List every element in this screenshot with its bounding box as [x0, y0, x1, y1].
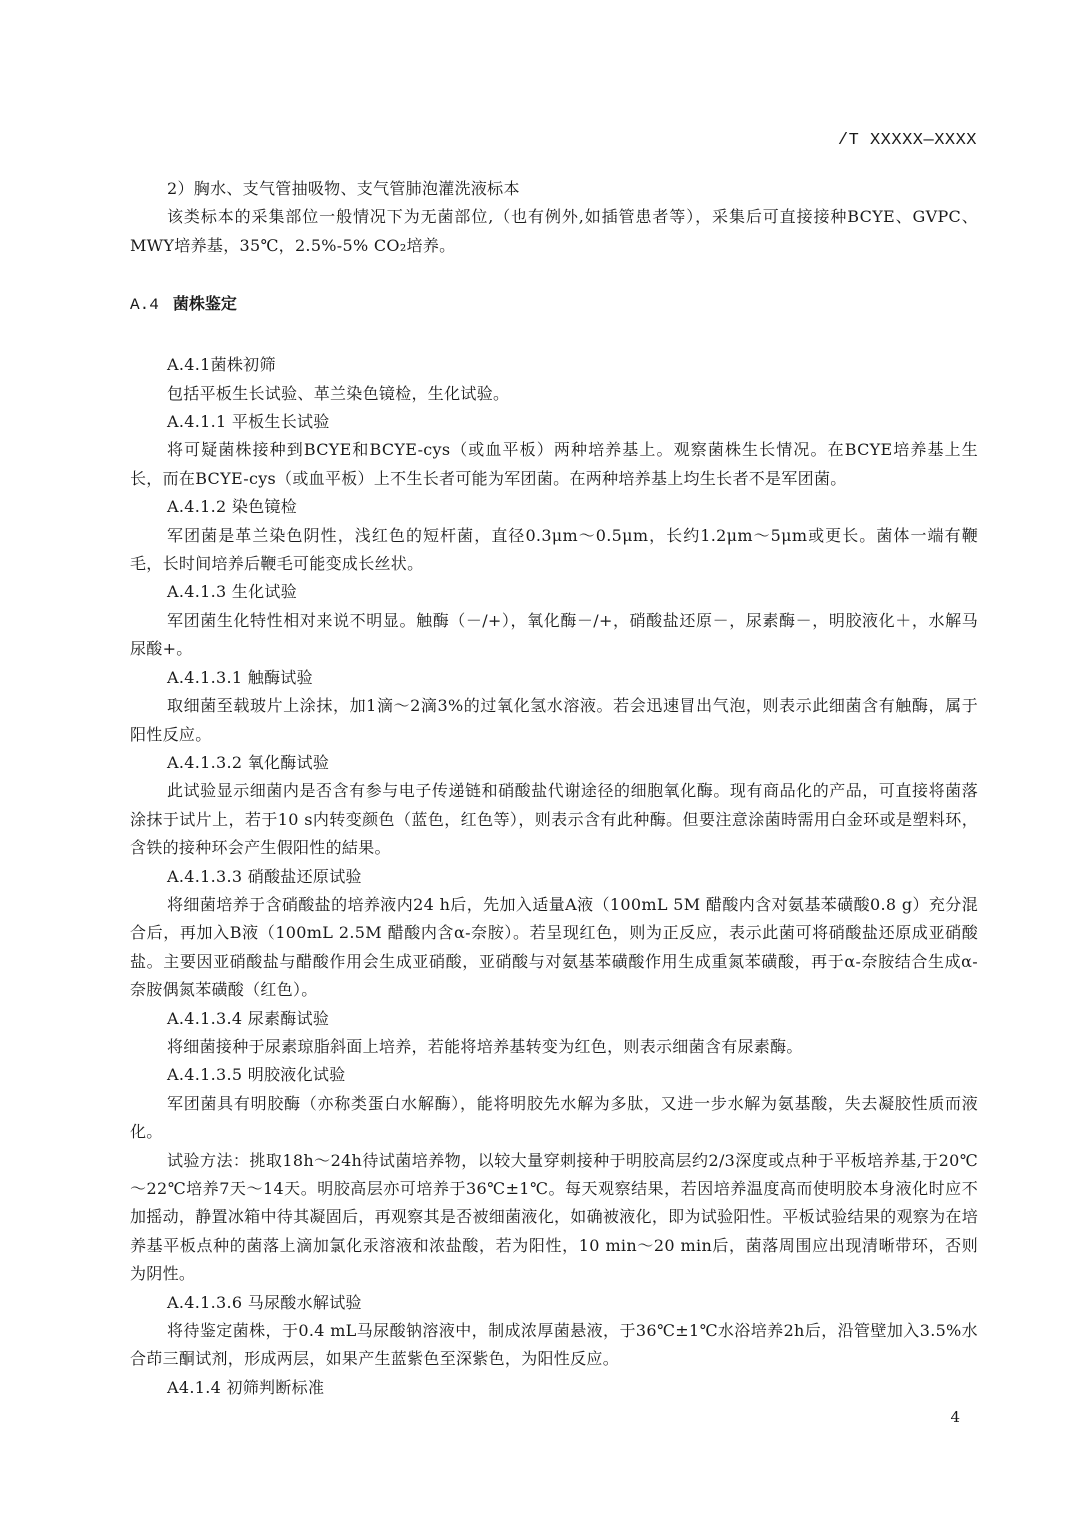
subsection-heading: A.4.1.3 生化试验	[167, 582, 298, 602]
subsection-heading: A.4.1.3.2 氧化酶试验	[167, 752, 330, 772]
paragraph: 将待鉴定菌株，于0.4 mL马尿酸钠溶液中，制成浓厚菌悬液，于36℃±1℃水浴培养2h后，沿管壁加入3.5%水合茚三酮试剂，形成两层，如果产生蓝紫色至深紫色，为阳性反应。	[130, 1321, 978, 1369]
page-number: 4	[950, 1408, 960, 1426]
subsection-heading: A.4.1.3.3 硝酸盐还原试验	[167, 866, 362, 886]
subsection-heading: A.4.1.3.4 尿素酶试验	[167, 1008, 330, 1028]
section-body	[130, 351, 978, 1402]
paragraph: 试验方法：挑取18h～24h待试菌培养物，以较大量穿刺接种于明胶高层约2/3深度或点种于平板培养基,于20℃～22℃培养7天～14天。明胶高层亦可培养于36℃±1℃。每天观察结果，若因培养温度高而使明胶本身液化时应不加摇动，静置冰箱中待其凝固后，再观察其是否被细菌液化，如确被液化，即为试验阳性。平板试验结果的观察为在培养基平板点种的菌落上滴加氯化汞溶液和浓盐酸，若为阳性，10 min～20 min后，菌落周围应出现清晰带环，否则为阴性。	[130, 1150, 978, 1284]
paragraph: 将细菌培养于含硝酸盐的培养液内24 h后，先加入适量A液（100mL 5M 醋酸内含对氨基苯磺酸0.8 g）充分混合后，再加入B液（100mL 2.5M 醋酸内含α-奈胺）。若呈现红色，则为正反应，表示此菌可将硝酸盐还原成亚硝酸盐。主要因亚硝酸盐与醋酸作用会生成亚硝酸，亚硝酸与对氨基苯磺酸作用生成重氮苯磺酸，再于α-奈胺结合生成α-奈胺偶氮苯磺酸（红色）。	[130, 894, 978, 1000]
paragraph: 将可疑菌株接种到BCYE和BCYE-cys（或血平板）两种培养基上。观察菌株生长情况。在BCYE培养基上生长，而在BCYE-cys（或血平板）上不生长者可能为军团菌。在两种培养基上均生长者不是军团菌。	[130, 440, 978, 488]
page-content	[130, 175, 978, 1402]
document-code: /T XXXXX—XXXX	[837, 131, 977, 150]
subsection-heading: A.4.1菌株初筛	[167, 355, 276, 375]
subsection-heading: A.4.1.1 平板生长试验	[167, 412, 330, 432]
subsection-heading: A.4.1.3.5 明胶液化试验	[167, 1065, 346, 1085]
paragraph: 军团菌是革兰染色阴性，浅红色的短杆菌，直径0.3μm～0.5μm，长约1.2μm～5μm或更长。菌体一端有鞭毛，长时间培养后鞭毛可能变成长丝状。	[130, 525, 978, 574]
subsection-heading: A.4.1.3.6 马尿酸水解试验	[167, 1292, 362, 1312]
section-title: 菌株鉴定	[172, 294, 237, 314]
paragraph: 军团菌生化特性相对来说不明显。触酶（－/+），氧化酶－/+，硝酸盐还原－，尿素酶－，明胶液化＋，水解马尿酸+。	[130, 610, 978, 659]
paragraph: 2）胸水、支气管抽吸物、支气管肺泡灌洗液标本	[167, 179, 520, 198]
subsection-heading: A4.1.4 初筛判断标准	[167, 1377, 325, 1397]
paragraph: 将细菌接种于尿素琼脂斜面上培养，若能将培养基转变为红色，则表示细菌含有尿素酶。	[167, 1036, 803, 1056]
paragraph: 该类标本的采集部位一般情况下为无菌部位,（也有例外,如插管患者等），采集后可直接接种BCYE、GVPC、MWY培养基，35℃，2.5%-5% CO₂培养。	[130, 207, 978, 255]
subsection-heading: A.4.1.3.1 触酶试验	[167, 667, 313, 687]
section-number: A.4	[130, 296, 159, 315]
paragraph: 此试验显示细菌内是否含有参与电子传递链和硝酸盐代谢途径的细胞氧化酶。现有商品化的产品，可直接将菌落涂抹于试片上，若于10 s内转变颜色（蓝色，红色等），则表示含有此种酶。但要注意涂菌時需用白金环或是塑料环，含铁的接种环会产生假阳性的結果。	[130, 781, 978, 858]
section-heading	[130, 290, 978, 319]
paragraph: 军团菌具有明胶酶（亦称类蛋白水解酶），能将明胶先水解为多肽，又进一步水解为氨基酸，失去凝胶性质而液化。	[130, 1093, 978, 1142]
subsection-heading: A.4.1.2 染色镜检	[167, 497, 298, 517]
paragraph: 包括平板生长试验、革兰染色镜检，生化试验。	[167, 383, 510, 403]
paragraph: 取细菌至载玻片上涂抹，加1滴～2滴3%的过氧化氢水溶液。若会迅速冒出气泡，则表示此细菌含有触酶，属于阳性反应。	[130, 696, 978, 744]
